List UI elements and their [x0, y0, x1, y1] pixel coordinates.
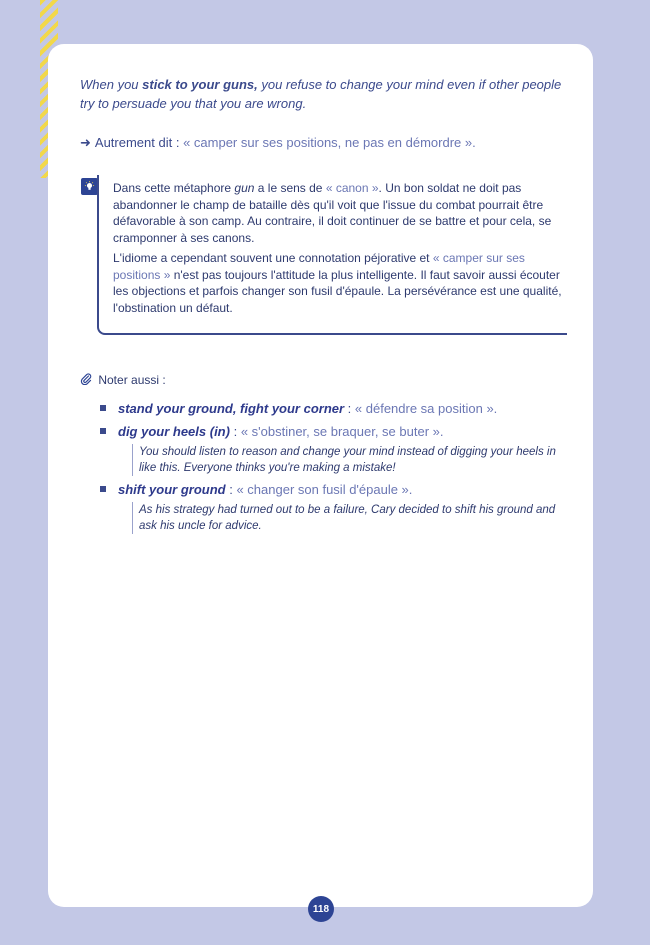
expression-separator: :	[225, 482, 237, 497]
note-p1-gun: gun	[234, 181, 255, 195]
note-p1-text-b: a le sens de	[254, 181, 326, 195]
expression-line	[118, 481, 570, 499]
expression-term: dig your heels (in)	[118, 424, 230, 439]
note-p1-text-c: . Un bon soldat ne doit pas abandonner le champ de bataille dès qu'il voit que l'issue du combat pourrait être défavorable à son camp. Au contraire, il doit continuer de se battre et pour cela, se cramponner à ses canons.	[113, 181, 552, 245]
expression-line	[118, 400, 570, 418]
intro-text-start: When you	[80, 77, 143, 92]
list-item	[100, 481, 570, 534]
list-item	[100, 423, 570, 476]
related-expressions-list	[100, 400, 570, 539]
lightbulb-icon	[81, 178, 98, 195]
intro-text-end: you refuse to change your mind even if other people try to persuade you that you are wrong.	[80, 77, 562, 111]
autrement-label: Autrement dit :	[94, 135, 184, 150]
expression-separator: :	[344, 401, 355, 416]
square-bullet-icon	[100, 486, 106, 492]
example-sentence: You should listen to reason and change your mind instead of digging your heels in like this. Everyone thinks you're making a mistake!	[132, 444, 570, 476]
note-paragraph-1	[113, 180, 565, 246]
paperclip-icon	[80, 373, 95, 387]
expression-separator: :	[229, 424, 241, 439]
noter-label: Noter aussi :	[98, 373, 166, 387]
note-box	[113, 180, 565, 320]
example-sentence: As his strategy had turned out to be a failure, Cary decided to shift his ground and ask his uncle for advice.	[132, 502, 570, 534]
note-paragraph-2	[113, 250, 565, 316]
expression-meaning: « changer son fusil d'épaule ».	[236, 482, 413, 497]
noter-aussi-heading	[80, 372, 166, 388]
expression-term: stand your ground, fight your corner	[118, 401, 345, 416]
note-p1-text: Dans cette métaphore	[113, 181, 235, 195]
expression-meaning: « s'obstiner, se braquer, se buter ».	[240, 424, 444, 439]
note-p2-text-b: n'est pas toujours l'attitude la plus intelligente. Il faut savoir aussi écouter les objections et parfois changer son fusil d'épaule. La persévérance est une qualité, l'obstination un défaut.	[113, 267, 562, 315]
idiom-definition	[80, 75, 570, 113]
note-p2-quote: « camper sur ses positions »	[113, 251, 525, 282]
note-p1-canon: « canon »	[325, 181, 379, 195]
idiom-highlight: stick to your guns,	[142, 77, 258, 92]
expression-line	[118, 423, 570, 441]
expression-meaning: « défendre sa position ».	[354, 401, 498, 416]
note-p2-text: L'idiome a cependant souvent une connotation péjorative et	[113, 251, 433, 265]
page-number: 118	[308, 896, 334, 922]
square-bullet-icon	[100, 428, 106, 434]
expression-term: shift your ground	[118, 482, 226, 497]
square-bullet-icon	[100, 405, 106, 411]
autrement-meaning: « camper sur ses positions, ne pas en démordre ».	[183, 135, 476, 150]
list-item	[100, 400, 570, 418]
translation-line	[80, 134, 570, 152]
arrow-right-icon: ➜	[80, 135, 91, 150]
